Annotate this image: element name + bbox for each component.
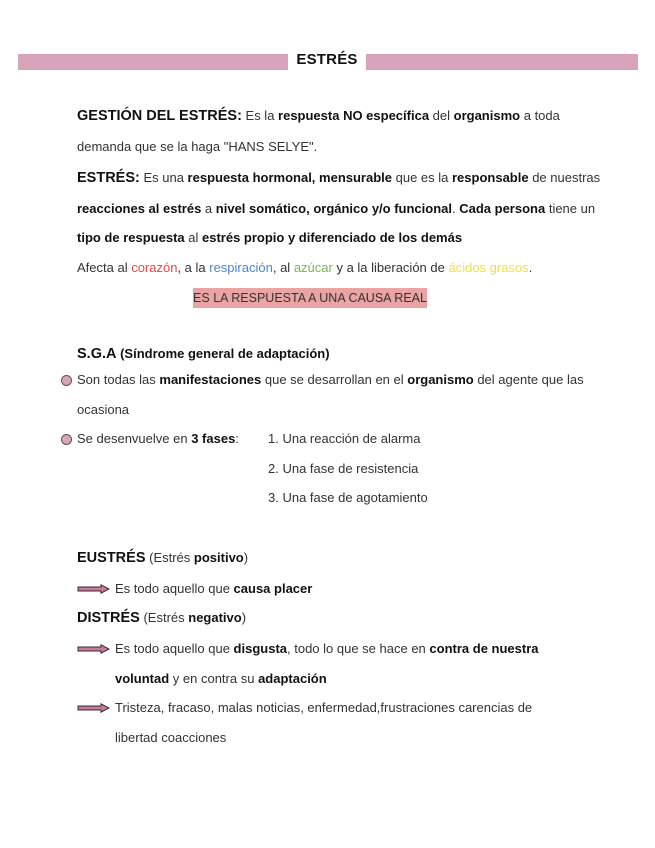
text: a toda — [520, 108, 560, 123]
bold-text: estrés propio y diferenciado de los demás — [201, 230, 463, 245]
text: Es una — [139, 170, 188, 185]
bold-text: nivel somático, orgánico y/o funcional — [215, 201, 452, 216]
distres-item-1 — [115, 641, 539, 656]
bold-text: tipo de respuesta — [77, 230, 185, 245]
phase-item: 2. Una fase de resistencia — [268, 461, 419, 476]
distres-item-2: Tristeza, fracaso, malas noticias, enfermedad,frustraciones carencias de — [115, 700, 533, 715]
afecta-line — [77, 260, 532, 275]
estres-heading: ESTRÉS: — [77, 170, 140, 186]
bold-text: voluntad — [115, 671, 170, 686]
sga-heading: S.G.A — [77, 346, 117, 362]
text: Se desenvuelve en — [77, 431, 192, 446]
sga-heading-line — [77, 346, 330, 362]
respiracion-text: respiración — [209, 260, 273, 275]
distres-item-2-line-2: libertad coacciones — [115, 730, 227, 745]
bold-text: manifestaciones — [159, 372, 262, 387]
causa-real-highlight: ES LA RESPUESTA A UNA CAUSA REAL — [193, 288, 427, 308]
text: , al — [272, 260, 294, 275]
bold-text: causa placer — [233, 581, 313, 596]
distres-heading-line — [77, 610, 246, 626]
gestion-line-1 — [77, 108, 560, 124]
page-title: ESTRÉS — [296, 51, 358, 68]
circle-bullet-icon — [61, 434, 72, 445]
estres-line-2 — [77, 201, 595, 216]
text: que se desarrollan en el — [261, 372, 408, 387]
eustres-heading: EUSTRÉS — [77, 550, 146, 566]
bold-text: disgusta — [233, 641, 288, 656]
text: que es la — [392, 170, 452, 185]
right-arrow-icon — [77, 644, 110, 654]
corazon-text: corazón — [131, 260, 178, 275]
bold-text: negativo — [188, 610, 242, 625]
text: : — [235, 431, 239, 446]
bold-text: respuesta NO específica — [278, 108, 430, 123]
sga-bullet-1 — [77, 372, 584, 387]
bold-text: Cada persona — [459, 201, 546, 216]
estres-line-3 — [77, 230, 462, 245]
azucar-text: azúcar — [293, 260, 333, 275]
circle-bullet-icon — [61, 375, 72, 386]
phase-item: 3. Una fase de agotamiento — [268, 490, 428, 505]
text: (Estrés — [145, 550, 194, 565]
phase-item: 1. Una reacción de alarma — [268, 431, 421, 446]
gestion-line-2: demanda que se la haga "HANS SELYE". — [77, 139, 318, 154]
text: tiene un — [545, 201, 596, 216]
distres-item-1-line-2 — [115, 671, 327, 686]
bold-text: respuesta hormonal, mensurable — [187, 170, 392, 185]
text: al — [184, 230, 202, 245]
title-band-right — [366, 54, 638, 70]
text: del agente que las — [473, 372, 584, 387]
bold-text: reacciones al estrés — [77, 201, 202, 216]
text: , todo lo que se hace en — [287, 641, 430, 656]
text: del — [429, 108, 454, 123]
title-bar — [18, 51, 638, 70]
estres-line-1 — [77, 170, 600, 186]
bold-text: organismo — [407, 372, 474, 387]
text: a — [201, 201, 216, 216]
text: Son todas las — [77, 372, 160, 387]
bold-text: responsable — [452, 170, 529, 185]
text: ) — [243, 550, 249, 565]
sga-subheading: (Síndrome general de adaptación) — [116, 346, 330, 361]
bold-text: positivo — [193, 550, 244, 565]
bold-text: organismo — [453, 108, 521, 123]
title-band-left — [18, 54, 288, 70]
text: . — [452, 201, 460, 216]
bold-text: contra de nuestra — [429, 641, 539, 656]
sga-bullet-1-line-2: ocasiona — [77, 402, 130, 417]
gestion-heading: GESTIÓN DEL ESTRÉS: — [77, 108, 242, 124]
text: Es todo aquello que — [115, 641, 234, 656]
right-arrow-icon — [77, 584, 110, 594]
text: ) — [241, 610, 247, 625]
text: . — [528, 260, 533, 275]
text: Afecta al — [77, 260, 132, 275]
distres-heading: DISTRÉS — [77, 610, 140, 626]
bold-text: 3 fases — [191, 431, 236, 446]
acidos-text: ácidos grasos — [448, 260, 529, 275]
text: , a la — [177, 260, 210, 275]
text: (Estrés — [139, 610, 189, 625]
eustres-item — [115, 581, 312, 596]
text: Es todo aquello que — [115, 581, 234, 596]
bold-text: adaptación — [258, 671, 327, 686]
text: Es la — [241, 108, 279, 123]
sga-bullet-2 — [77, 431, 239, 446]
text: y en contra su — [169, 671, 259, 686]
text: de nuestras — [528, 170, 601, 185]
right-arrow-icon — [77, 703, 110, 713]
eustres-heading-line — [77, 550, 248, 566]
text: y a la liberación de — [332, 260, 449, 275]
